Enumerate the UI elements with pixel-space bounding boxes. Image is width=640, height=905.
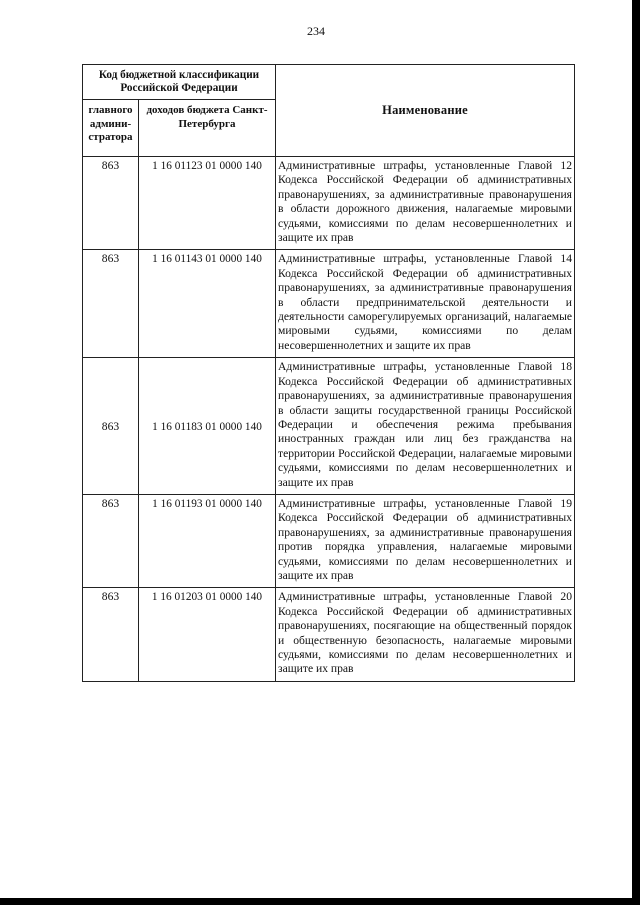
- header-name: Наименование: [276, 65, 575, 157]
- header-revenue: доходов бюджета Санкт-Петербурга: [139, 100, 276, 157]
- name-cell: Административные штрафы, установленные Главой 19 Кодекса Российской Федерации об административных правонарушениях, за административные правонарушения против порядка управления, налагаемые мировыми судьями, комиссиями по делам несовершеннолетних и защите их прав: [276, 494, 575, 587]
- table-header-row: [83, 65, 575, 100]
- name-cell: Административные штрафы, установленные Главой 14 Кодекса Российской Федерации об административных правонарушениях, за административные правонарушения в области предпринимательской деятельности и деятельности саморегулируемых организаций, налагаемые мировыми судьями, комиссиями по делам несовершеннолетних и защите их прав: [276, 250, 575, 358]
- revenue-code-cell: 1 16 01123 01 0000 140: [139, 157, 276, 250]
- admin-code-cell: 863: [83, 358, 139, 495]
- revenue-code-cell: 1 16 01143 01 0000 140: [139, 250, 276, 358]
- admin-code-cell: 863: [83, 494, 139, 587]
- admin-code-cell: 863: [83, 588, 139, 681]
- revenue-code-cell: 1 16 01203 01 0000 140: [139, 588, 276, 681]
- name-cell: Административные штрафы, установленные Главой 12 Кодекса Российской Федерации об административных правонарушениях, за административные правонарушения в области дорожного движения, налагаемые мировыми судьями, комиссиями по делам несовершеннолетних и защите их прав: [276, 157, 575, 250]
- page-number: 234: [307, 24, 325, 38]
- admin-code-cell: 863: [83, 250, 139, 358]
- header-classification-code: Код бюджетной классификации Российской Федерации: [83, 65, 276, 100]
- table-row: [83, 250, 575, 358]
- table-row: [83, 358, 575, 495]
- table-row: [83, 588, 575, 681]
- budget-classification-table: [82, 64, 575, 682]
- header-admin: главного админи-стратора: [83, 100, 139, 157]
- revenue-code-cell: 1 16 01183 01 0000 140: [139, 358, 276, 495]
- admin-code-cell: 863: [83, 157, 139, 250]
- name-cell: Административные штрафы, установленные Главой 20 Кодекса Российской Федерации об административных правонарушениях, посягающие на общественный порядок и общественную безопасность, налагаемые мировыми судьями, комиссиями по делам несовершеннолетних и защите их прав: [276, 588, 575, 681]
- name-cell: Административные штрафы, установленные Главой 18 Кодекса Российской Федерации об административных правонарушениях, за административные правонарушения в области защиты государственной границы Российской Федерации и обеспечения режима пребывания иностранных граждан или лиц без гражданства на территории Российской Федерации, налагаемые мировыми судьями, комиссиями по делам несовершеннолетних и защите их прав: [276, 358, 575, 495]
- revenue-code-cell: 1 16 01193 01 0000 140: [139, 494, 276, 587]
- table-row: [83, 157, 575, 250]
- table-row: [83, 494, 575, 587]
